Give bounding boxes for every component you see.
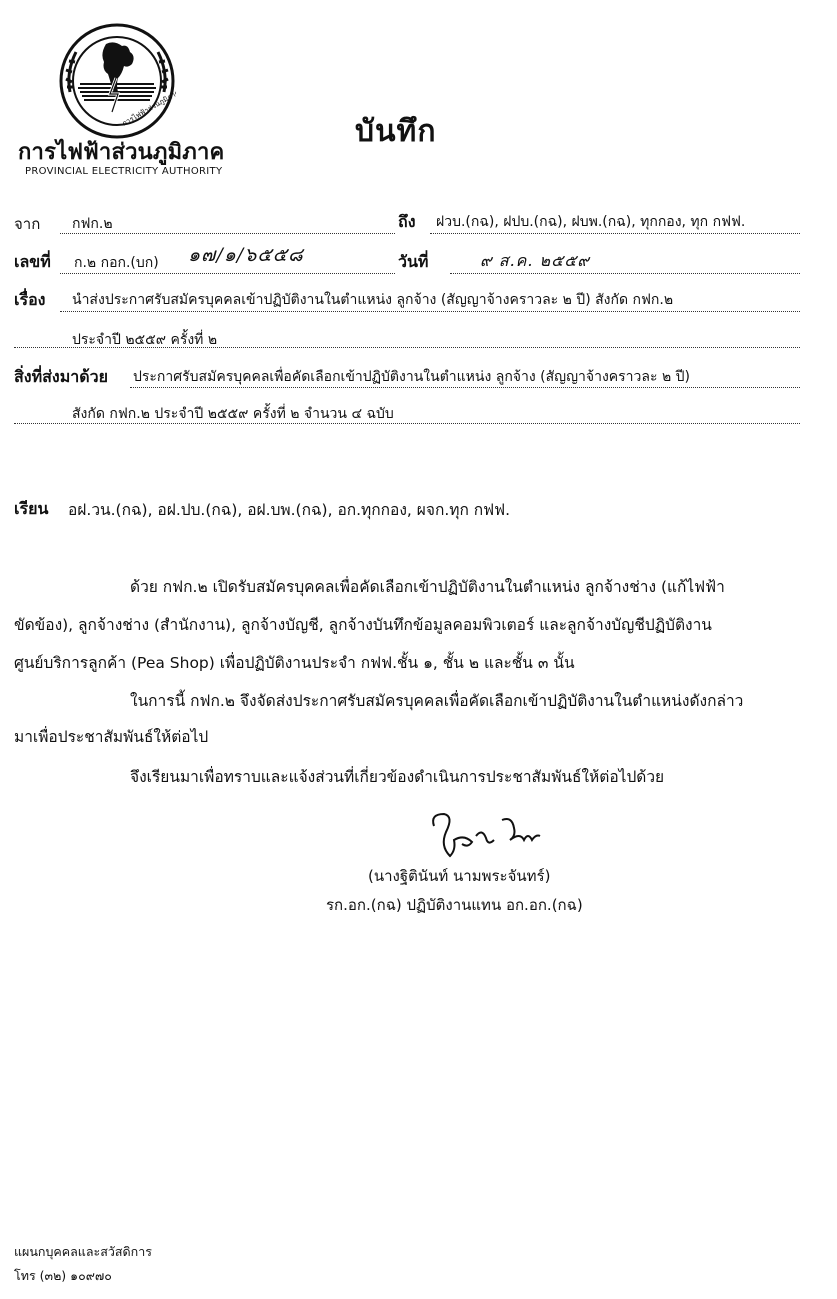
to-value: ฝวบ.(กฉ), ฝปบ.(กฉ), ฝบพ.(กฉ), ทุกกอง, ทุก กฟฟ. bbox=[436, 214, 746, 230]
org-name-th: การไฟฟ้าส่วนภูมิภาค bbox=[18, 140, 225, 165]
org-name-en: PROVINCIAL ELECTRICITY AUTHORITY bbox=[25, 166, 223, 177]
subject-dotline-1 bbox=[60, 310, 800, 312]
paragraph-2-line-1: ในการนี้ กฟก.๒ จึงจัดส่งประกาศรับสมัครบุคคลเพื่อคัดเลือกเข้าปฏิบัติงานในตำแหน่งดังกล่าว bbox=[130, 692, 744, 710]
subject-label: เรื่อง bbox=[14, 290, 46, 309]
paragraph-1-line-1: ด้วย กฟก.๒ เปิดรับสมัครบุคคลเพื่อคัดเลือกเข้าปฏิบัติงานในตำแหน่ง ลูกจ้างช่าง (แก้ไฟฟ้า bbox=[130, 578, 725, 596]
from-dotline bbox=[60, 232, 395, 234]
salutation-value: อฝ.วน.(กฉ), อฝ.ปบ.(กฉ), อฝ.บพ.(กฉ), อก.ทุกกอง, ผจก.ทุก กฟฟ. bbox=[68, 501, 511, 519]
signature bbox=[420, 806, 550, 866]
signatory-position: รก.อก.(กฉ) ปฏิบัติงานแทน อก.อก.(กฉ) bbox=[326, 896, 583, 914]
signatory-name: (นางฐิตินันท์ นามพระจันทร์) bbox=[368, 867, 551, 885]
attachment-line1: ประกาศรับสมัครบุคคลเพื่อคัดเลือกเข้าปฏิบัติงานในตำแหน่ง ลูกจ้าง (สัญญาจ้างคราวละ ๒ ปี) bbox=[133, 369, 690, 385]
to-dotline bbox=[430, 232, 800, 234]
from-value: กฟก.๒ bbox=[72, 216, 113, 232]
number-value: ก.๒ กอก.(บก) bbox=[74, 255, 159, 271]
paragraph-1-line-2: ขัดข้อง), ลูกจ้างช่าง (สำนักงาน), ลูกจ้างบัญชี, ลูกจ้างบันทึกข้อมูลคอมพิวเตอร์ และลูกจ้างบัญชีปฏิบัติงาน bbox=[14, 616, 712, 634]
pea-seal-icon bbox=[58, 22, 176, 140]
subject-line1: นำส่งประกาศรับสมัครบุคคลเข้าปฏิบัติงานในตำแหน่ง ลูกจ้าง (สัญญาจ้างคราวละ ๒ ปี) สังกัด กฟก.๒ bbox=[72, 292, 674, 308]
number-handwritten: ๑๗/๑/๖๕๕๘ bbox=[188, 244, 304, 266]
to-label: ถึง bbox=[398, 212, 416, 231]
subject-dotline-2 bbox=[14, 346, 800, 348]
svg-text:การไฟฟ้าส่วนภูมิภาค: การไฟฟ้าส่วนภูมิภาค bbox=[121, 88, 176, 128]
subject-line2: ประจำปี ๒๕๕๙ ครั้งที่ ๒ bbox=[72, 332, 218, 348]
footer-department: แผนกบุคคลและสวัสดิการ bbox=[14, 1244, 152, 1259]
number-dotline bbox=[60, 272, 395, 274]
footer-phone: โทร (๓๒) ๑๐๙๗๐ bbox=[14, 1268, 112, 1283]
paragraph-3-line-1: จึงเรียนมาเพื่อทราบและแจ้งส่วนที่เกี่ยวข้องดำเนินการประชาสัมพันธ์ให้ต่อไปด้วย bbox=[130, 768, 665, 786]
attachment-line2: สังกัด กฟก.๒ ประจำปี ๒๕๕๙ ครั้งที่ ๒ จำนวน ๔ ฉบับ bbox=[72, 406, 394, 422]
signature-mark bbox=[420, 806, 550, 866]
pea-logo bbox=[58, 22, 176, 140]
date-value: ๙ ส.ค. ๒๕๕๙ bbox=[480, 251, 591, 270]
date-dotline bbox=[450, 272, 800, 274]
from-label: จาก bbox=[14, 215, 41, 233]
number-label: เลขที่ bbox=[14, 252, 51, 271]
date-label: วันที่ bbox=[398, 252, 429, 271]
paragraph-1-line-3: ศูนย์บริการลูกค้า (Pea Shop) เพื่อปฏิบัติงานประจำ กฟฟ.ชั้น ๑, ชั้น ๒ และชั้น ๓ นั้น bbox=[14, 654, 575, 672]
paragraph-2-line-2: มาเพื่อประชาสัมพันธ์ให้ต่อไป bbox=[14, 728, 209, 746]
attachment-label: สิ่งที่ส่งมาด้วย bbox=[14, 367, 108, 386]
document-title: บันทึก bbox=[355, 114, 437, 149]
salutation-label: เรียน bbox=[14, 499, 49, 518]
attachment-dotline-1 bbox=[130, 386, 800, 388]
attachment-dotline-2 bbox=[14, 422, 800, 424]
